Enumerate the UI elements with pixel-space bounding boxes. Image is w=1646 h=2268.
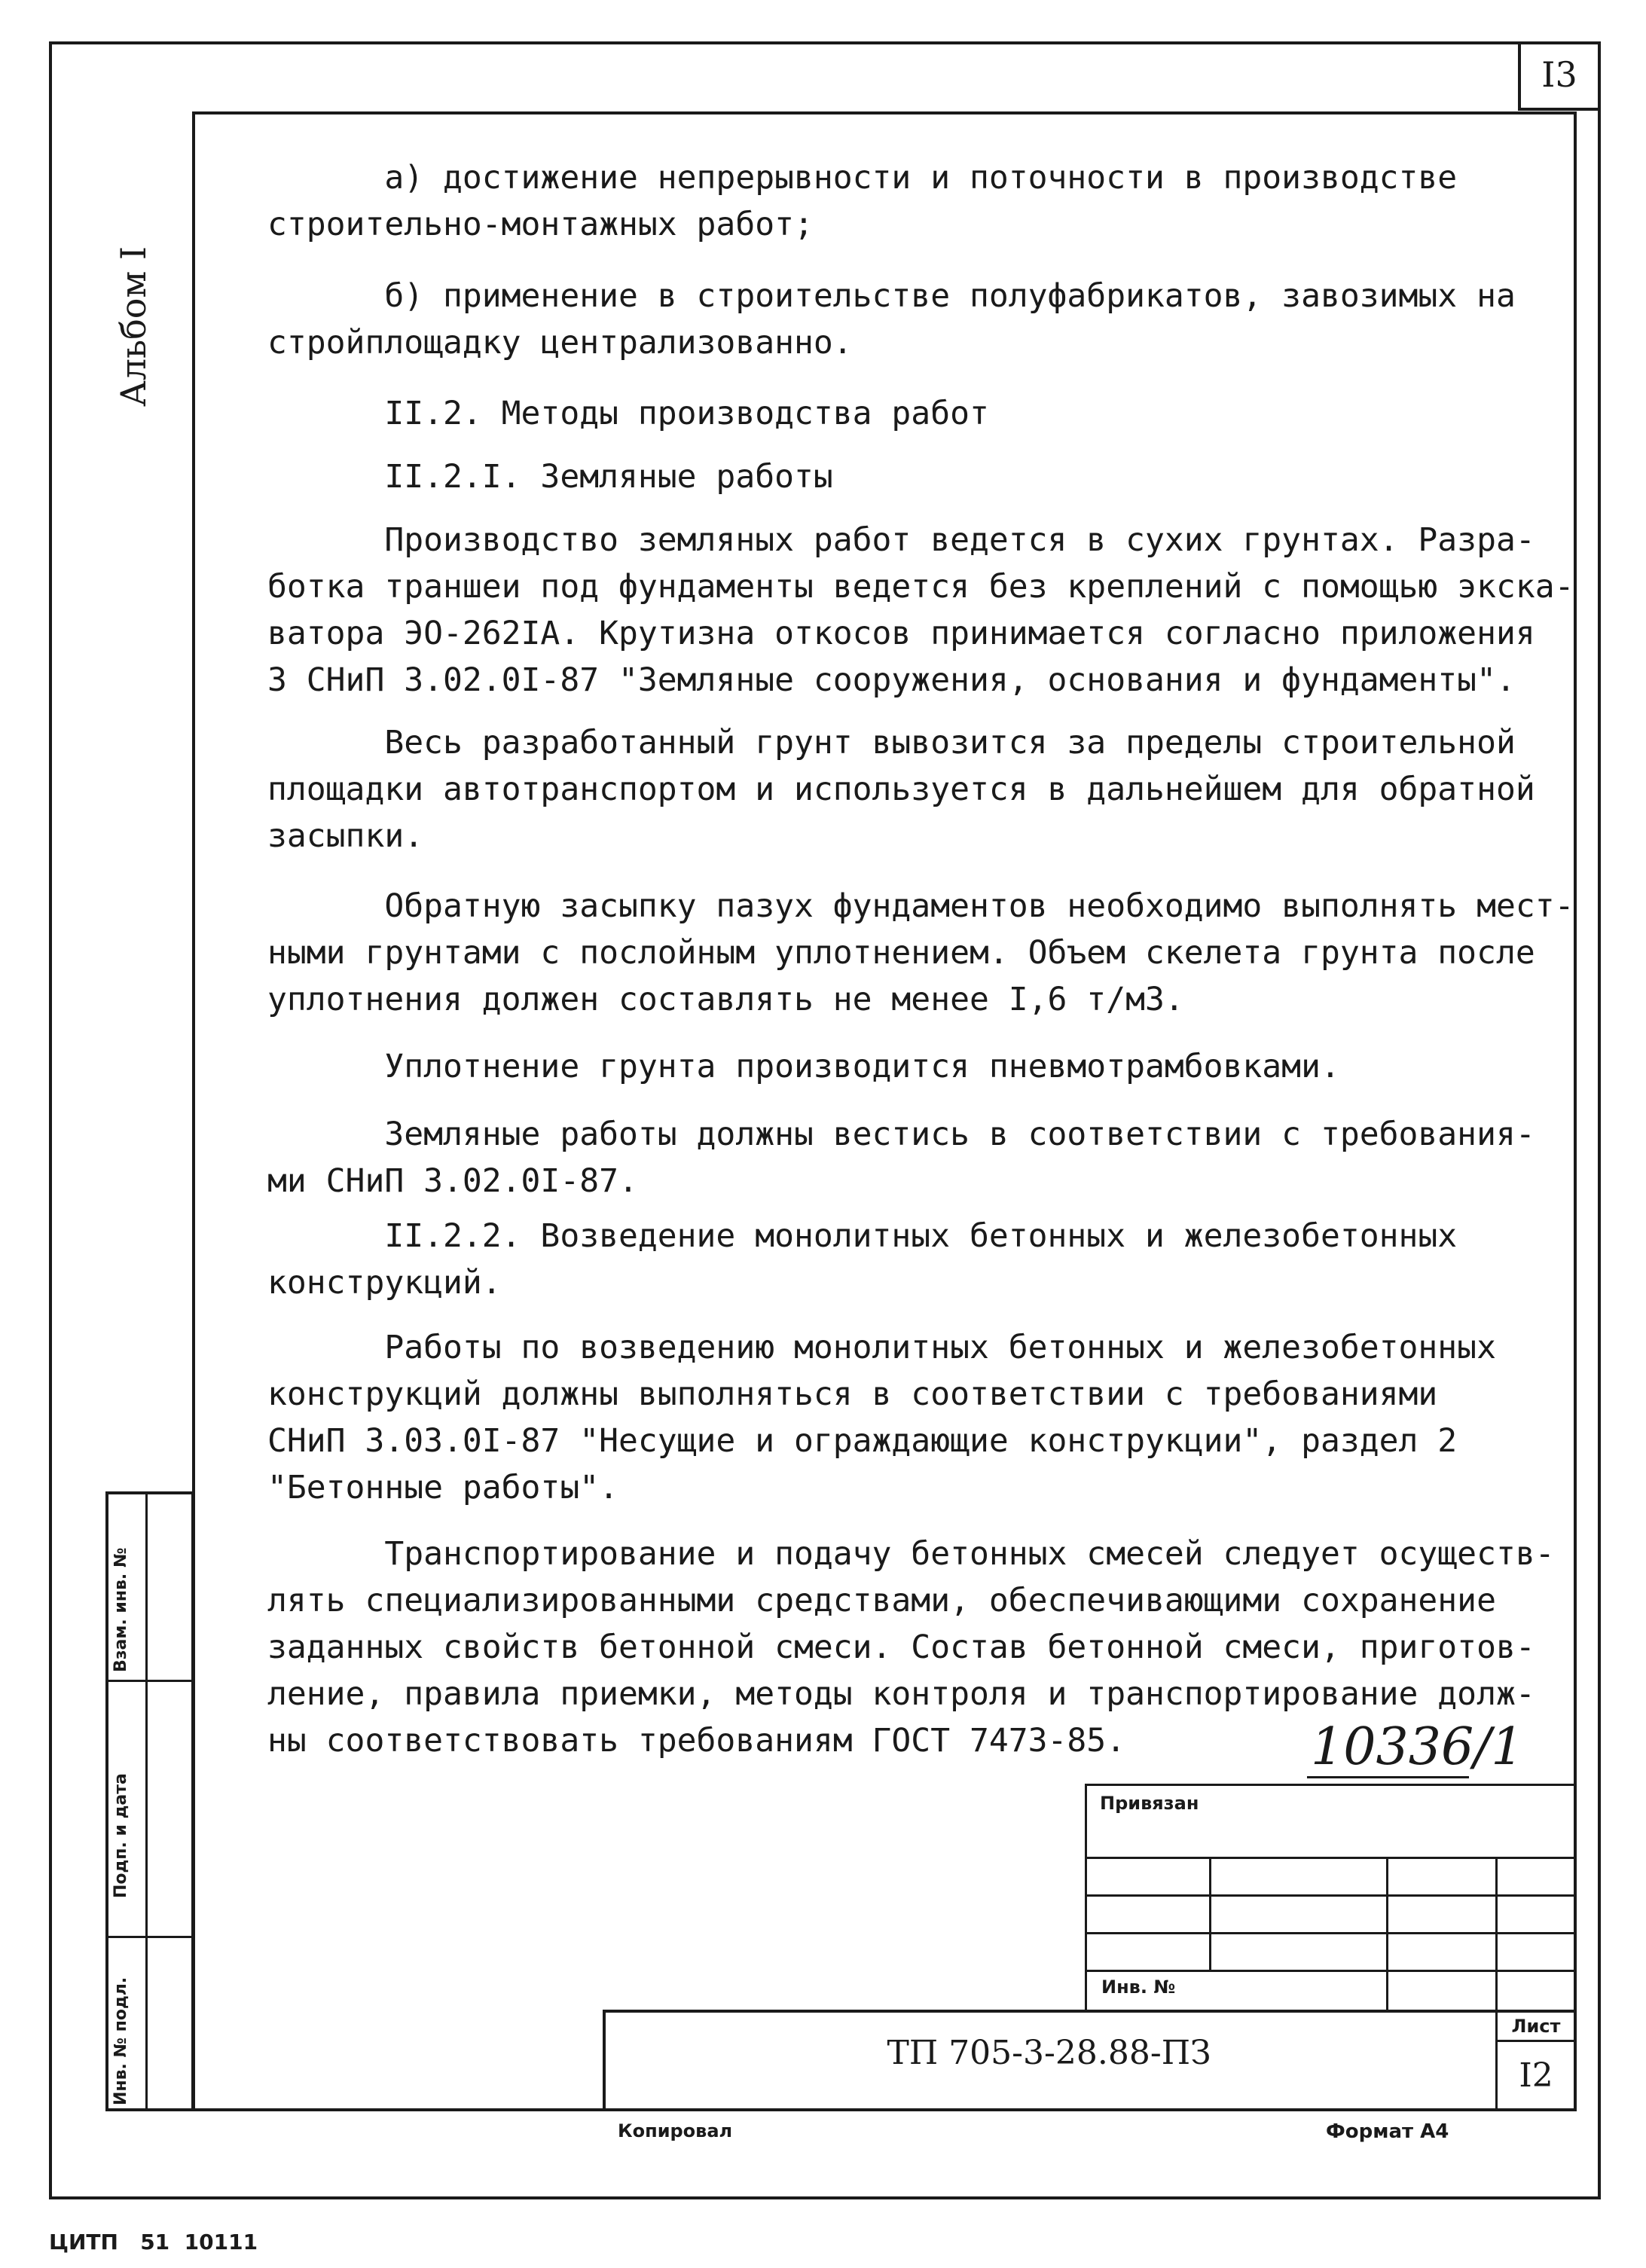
stamp-col-2: [1386, 1857, 1388, 2010]
paragraph-backfill: Обратную засыпку пазух фундаментов необходимо выполнять мест- ными грунтами с послойным уплотнением. Объем скелета грунта после уплотнения должен составлять не менее I,6 т/м3.: [267, 887, 1574, 1018]
handwritten-note: 10336/1: [1311, 1717, 1524, 1777]
stamp-top-border: [1085, 1784, 1577, 1786]
sheet-number: I2: [1519, 2056, 1553, 2095]
stamp-row-2: [1085, 1894, 1577, 1897]
stamp-left-border: [1085, 1784, 1087, 2010]
stamp-attached-label: Привязан: [1100, 1793, 1199, 1814]
paragraph-earthworks: Производство земляных работ ведется в сухих грунтах. Разра- ботка траншеи под фундаменты ведется без креплений с помощью экска- ватора ЭО-262IA. Крутизна откосов принимается согласно приложения 3 СНиП 3.02.0I-87 "Земляные сооружения, основания и фундаменты".: [267, 521, 1574, 699]
handwritten-underline: [1307, 1776, 1469, 1778]
side-table-divider: [145, 1491, 148, 2111]
side-table-row-2: [105, 1936, 194, 1938]
stamp-inv-label: Инв. №: [1101, 1976, 1176, 1998]
side-table-replacement-inv: Взам. инв. №: [111, 1547, 130, 1672]
paragraph-snip-earthworks: Земляные работы должны вестись в соответствии с требования- ми СНиП 3.02.0I-87.: [267, 1116, 1535, 1200]
footer-copied: Копировал: [618, 2120, 733, 2141]
title-block-sheet-row: [1495, 2040, 1577, 2042]
stamp-row-1: [1085, 1857, 1577, 1859]
stamp-col-1: [1209, 1857, 1211, 1970]
document-code: ТП 705-3-28.88-ПЗ: [887, 2034, 1211, 2072]
section-heading-methods: II.2. Методы производства работ: [267, 395, 989, 432]
page-number: I3: [1541, 54, 1577, 95]
section-heading-concrete: II.2.2. Возведение монолитных бетонных и железобетонных конструкций.: [267, 1217, 1458, 1302]
paragraph-a: а) достижение непрерывности и поточности в производстве строительно-монтажных работ;: [267, 159, 1458, 243]
side-table-row-1: [105, 1680, 194, 1682]
stamp-col-3: [1495, 1857, 1498, 2010]
paragraph-soil-removal: Весь разработанный грунт вывозится за пределы строительной площадки автотранспортом и используется в дальнейшем для обратной засыпки.: [267, 724, 1535, 855]
footer-format: Формат А4: [1326, 2120, 1449, 2143]
album-label: Альбом I: [113, 246, 154, 407]
section-heading-earthworks: II.2.I. Земляные работы: [267, 458, 833, 496]
side-table-signature-date: Подп. и дата: [111, 1773, 130, 1898]
paragraph-compaction: Уплотнение грунта производится пневмотрамбовками.: [267, 1048, 1340, 1085]
stamp-row-4: [1085, 1970, 1577, 1972]
stamp-row-3: [1085, 1932, 1577, 1934]
paragraph-concrete-works: Работы по возведению монолитных бетонных и железобетонных конструкций должны выполняться в соответствии с требованиями СНиП 3.03.0I-87 "Несущие и ограждающие конструкции", раздел 2 "Бетонные работы".: [267, 1329, 1496, 1506]
side-table-original-inv: Инв. № подл.: [111, 1976, 130, 2105]
footer-print-code: ЦИТП 51 10111: [49, 2230, 258, 2254]
paragraph-concrete-transport: Транспортирование и подачу бетонных смесей следует осуществ- лять специализированными средствами, обеспечивающими сохранение заданных свойств бетонной смеси. Состав бетонной смеси, приготов- ление, правила приемки, методы контроля и транспортирование долж- ны соответствовать требованиям ГОСТ 7473-85.: [267, 1535, 1555, 1760]
sheet-label: Лист: [1511, 2016, 1561, 2037]
paragraph-b: б) применение в строительстве полуфабрикатов, завозимых на стройплощадку централизованно.: [267, 277, 1516, 362]
